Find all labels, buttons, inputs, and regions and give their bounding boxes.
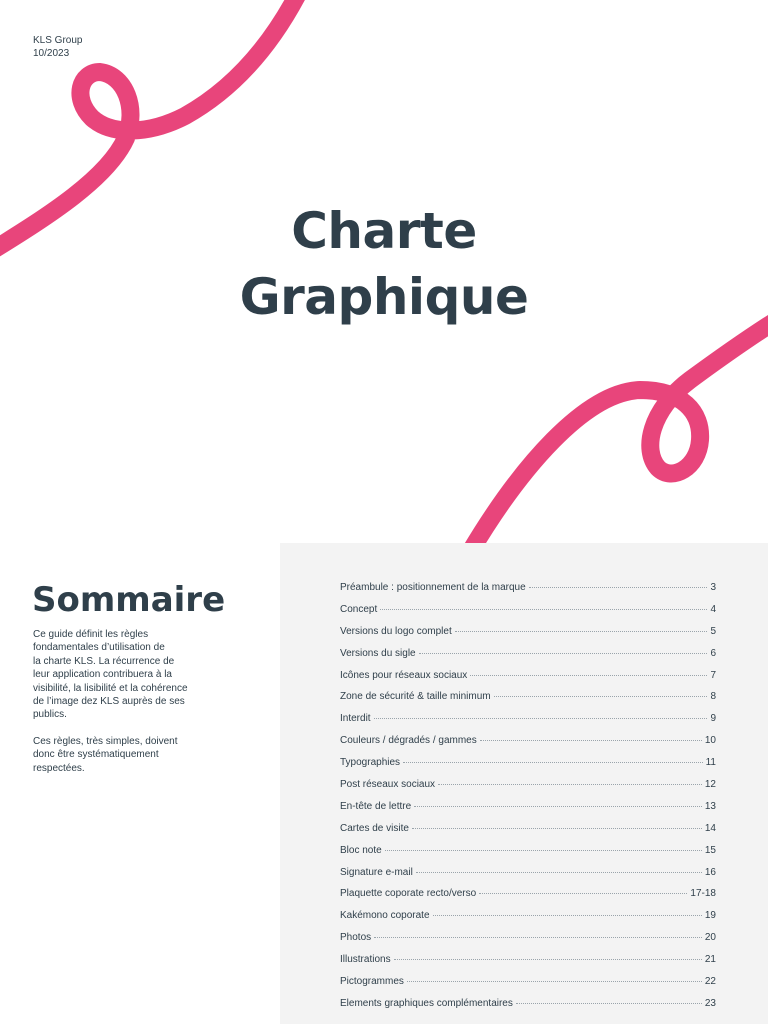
toc-entry-label: Bloc note (340, 844, 382, 856)
toc-entry-page: 3 (710, 582, 716, 593)
cover-title-line-1: Charte (291, 202, 477, 260)
document-meta (33, 34, 82, 60)
toc-entry-page: 20 (704, 932, 716, 944)
toc-entry-label: Zone de sécurité & taille minimum (340, 691, 491, 703)
toc-entry-label: Couleurs / dégradés / gammes (340, 735, 477, 747)
toc-entry-label: Cartes de visite (340, 822, 409, 834)
toc-entry[interactable] (340, 713, 716, 735)
dotted-leader (414, 806, 702, 807)
cover-title-line-2: Graphique (239, 268, 529, 326)
toc-entry-label: Versions du logo complet (340, 625, 452, 637)
toc-entry-page: 12 (704, 779, 716, 791)
toc-entry-label: Interdit (340, 713, 371, 725)
toc-entry-page: 10 (704, 735, 716, 747)
toc-entry-page: 19 (704, 910, 716, 922)
toc-entry[interactable] (340, 867, 716, 889)
dotted-leader (416, 872, 702, 873)
toc-entry[interactable] (340, 845, 716, 867)
toc-entry[interactable] (340, 582, 716, 604)
toc-entry-page: 4 (710, 603, 716, 615)
dotted-leader (470, 675, 707, 676)
toc-entry[interactable] (340, 910, 716, 932)
toc-entry[interactable] (340, 801, 716, 823)
toc-entry[interactable] (340, 735, 716, 757)
toc-entry-label: Concept (340, 603, 378, 615)
toc-entry[interactable] (340, 954, 716, 976)
toc-entry-label: En-tête de lettre (340, 800, 412, 812)
toc-entry-page: 6 (710, 647, 716, 659)
toc-entry-page: 14 (704, 822, 716, 834)
dotted-leader (529, 587, 708, 588)
dotted-leader (412, 828, 702, 829)
toc-entry-page: 7 (710, 669, 716, 681)
toc-entry-label: Photos (340, 932, 372, 944)
toc-entry-page: 13 (704, 800, 716, 812)
toc-entry-page: 11 (705, 757, 716, 769)
toc-entry-page: 9 (710, 713, 716, 725)
toc-entry-label: Préambule : positionnement de la marque (340, 582, 526, 593)
dotted-leader (403, 762, 703, 763)
dotted-leader (380, 609, 707, 610)
dotted-leader (419, 653, 708, 654)
toc-entry-label: Plaquette coporate recto/verso (340, 888, 477, 900)
toc-entry-label: Illustrations (340, 954, 391, 966)
sommaire-heading: Sommaire (32, 580, 226, 620)
toc-entry[interactable] (340, 888, 716, 910)
toc-entry[interactable] (340, 823, 716, 845)
intro-paragraph-2: Ces règles, très simples, doivent donc être systématiquement respectées. (33, 735, 178, 774)
toc-entry-page: 16 (704, 866, 716, 878)
toc-entry[interactable] (340, 757, 716, 779)
toc-entry[interactable] (340, 976, 716, 998)
toc-entry-label: Post réseaux sociaux (340, 779, 436, 791)
toc-entry[interactable] (340, 604, 716, 626)
dotted-leader (438, 784, 702, 785)
bottom-ribbon-curve (470, 318, 768, 552)
toc-entry-page: 8 (710, 691, 716, 703)
cover-title (0, 198, 768, 330)
toc-entry-label: Kakémono coporate (340, 910, 430, 922)
toc-entry-page: 17-18 (690, 888, 716, 900)
intro-paragraph-1: Ce guide définit les règles fondamentales d’utilisation de la charte KLS. La récurrence de leur application contribuera à la visibilité, la lisibilité et la cohérence de l’image dez KLS auprès de ses publics. (33, 629, 188, 721)
toc-entry[interactable] (340, 932, 716, 954)
toc-entry-label: Signature e-mail (340, 866, 413, 878)
dotted-leader (374, 718, 708, 719)
toc-entry[interactable] (340, 691, 716, 713)
dotted-leader (480, 740, 702, 741)
company-name: KLS Group (33, 35, 83, 46)
toc-entry[interactable] (340, 998, 716, 1020)
toc-entry-page: 23 (704, 997, 716, 1009)
toc-entry-page: 15 (704, 844, 716, 856)
dotted-leader (494, 696, 708, 697)
dotted-leader (516, 1003, 702, 1004)
toc-entry-page: 5 (710, 625, 716, 637)
sommaire-intro (33, 628, 213, 788)
toc-entry-label: Typographies (340, 757, 401, 769)
toc-entry[interactable] (340, 648, 716, 670)
toc-entry-label: Icônes pour réseaux sociaux (340, 669, 468, 681)
dotted-leader (455, 631, 708, 632)
dotted-leader (394, 959, 702, 960)
toc-entry[interactable] (340, 670, 716, 692)
document-date: 10/2023 (33, 48, 70, 59)
toc-entry[interactable] (340, 626, 716, 648)
toc-entry-label: Elements graphiques complémentaires (340, 997, 513, 1009)
toc-entry-label: Versions du sigle (340, 647, 416, 659)
toc-entry-page: 21 (704, 954, 716, 966)
dotted-leader (407, 981, 702, 982)
dotted-leader (479, 893, 687, 894)
dotted-leader (385, 850, 702, 851)
toc-entry[interactable] (340, 779, 716, 801)
toc-entry-label: Pictogrammes (340, 976, 404, 988)
dotted-leader (433, 915, 702, 916)
table-of-contents (340, 582, 716, 1020)
dotted-leader (374, 937, 702, 938)
toc-entry-page: 22 (704, 976, 716, 988)
